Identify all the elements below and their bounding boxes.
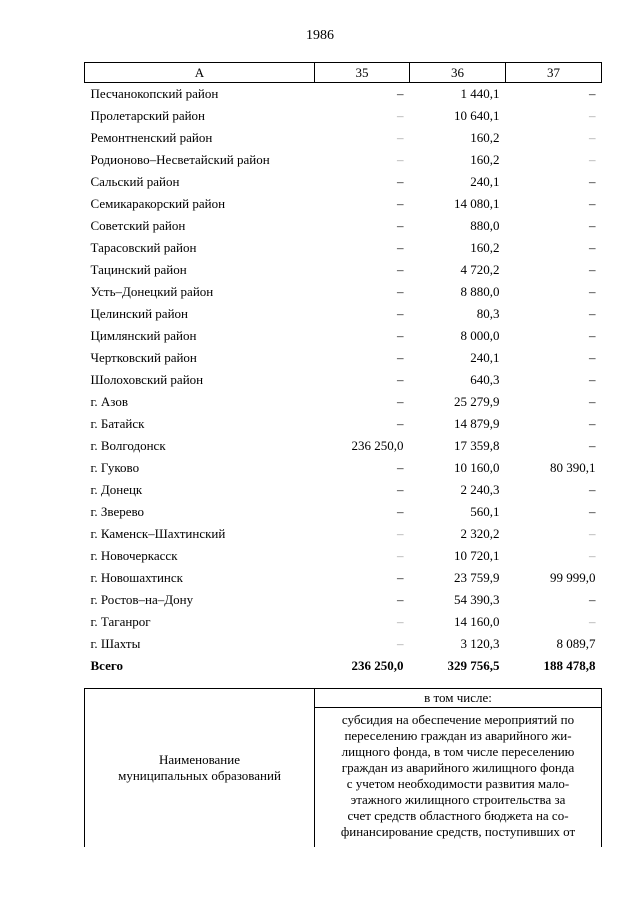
table-row [85, 413, 602, 435]
table-row [85, 567, 602, 589]
subsidy-line: переселению граждан из аварийного жи- [344, 728, 572, 743]
table-row [85, 523, 602, 545]
total-label: Всего [90, 658, 123, 673]
row-value-36: 17 359,8 [454, 438, 500, 453]
row-name: г. Гуково [90, 460, 140, 475]
row-value-35: – [397, 284, 404, 299]
row-name: Тацинский район [90, 262, 187, 277]
row-value-36: 3 120,3 [460, 636, 500, 651]
table-row [85, 435, 602, 457]
row-value-35: – [397, 372, 404, 387]
row-value-37: – [589, 350, 596, 365]
row-value-37: – [589, 196, 596, 211]
row-name: Советский район [90, 218, 186, 233]
row-value-37: – [589, 526, 596, 541]
row-value-36: 10 640,1 [454, 108, 500, 123]
row-value-35: – [397, 592, 404, 607]
row-name: Семикаракорский район [90, 196, 226, 211]
row-value-37: – [589, 284, 596, 299]
total-value-37: 188 478,8 [543, 658, 596, 673]
table-row [85, 633, 602, 655]
municipal-names-header [85, 689, 315, 848]
table-row [85, 347, 602, 369]
row-value-36: 240,1 [470, 350, 500, 365]
row-value-37: 99 999,0 [550, 570, 596, 585]
row-name: Сальский район [90, 174, 180, 189]
subsidy-line: с учетом необходимости развития мало- [346, 776, 570, 791]
table-row [85, 149, 602, 171]
row-value-37: – [589, 328, 596, 343]
row-value-37: – [589, 548, 596, 563]
row-name: Чертковский район [90, 350, 197, 365]
row-value-35: – [397, 350, 404, 365]
header-col-36: 36 [410, 63, 506, 83]
row-name: г. Шахты [90, 636, 141, 651]
header-col-a: А [85, 63, 315, 83]
row-value-37: – [589, 614, 596, 629]
row-value-35: – [397, 614, 404, 629]
row-value-36: 10 160,0 [454, 460, 500, 475]
row-value-35: – [397, 328, 404, 343]
total-value-35: 236 250,0 [351, 658, 404, 673]
table-row [85, 611, 602, 633]
row-value-37: 8 089,7 [556, 636, 596, 651]
row-name: Цимлянский район [90, 328, 197, 343]
table-row [85, 589, 602, 611]
row-value-37: – [589, 218, 596, 233]
table-row [85, 545, 602, 567]
row-value-35: – [397, 394, 404, 409]
row-value-35: – [397, 526, 404, 541]
subsidy-line: лищного фонда, в том числе переселению [341, 744, 575, 759]
row-value-36: 160,2 [470, 240, 500, 255]
row-value-35: – [397, 636, 404, 651]
row-value-37: – [589, 86, 596, 101]
row-value-37: – [589, 240, 596, 255]
row-name: Родионово–Несветайский район [90, 152, 270, 167]
subsidy-distribution-table [84, 62, 602, 677]
row-value-35: – [397, 218, 404, 233]
row-value-36: 160,2 [470, 152, 500, 167]
row-value-37: 80 390,1 [550, 460, 596, 475]
row-value-36: 10 720,1 [454, 548, 500, 563]
subsidy-line: этажного жилищного строительства за [350, 792, 566, 807]
row-value-35: – [397, 416, 404, 431]
row-value-36: 560,1 [470, 504, 500, 519]
row-name: Тарасовский район [90, 240, 197, 255]
row-value-36: 240,1 [470, 174, 500, 189]
table-row [85, 171, 602, 193]
row-value-36: 880,0 [470, 218, 500, 233]
table-row [85, 237, 602, 259]
row-name: г. Таганрог [90, 614, 151, 629]
table-row [85, 391, 602, 413]
row-value-37: – [589, 504, 596, 519]
row-value-36: 14 879,9 [454, 416, 500, 431]
row-value-37: – [589, 174, 596, 189]
row-value-37: – [589, 372, 596, 387]
table-row [85, 83, 602, 106]
row-value-35: – [397, 152, 404, 167]
table-row [85, 479, 602, 501]
row-value-35: – [397, 108, 404, 123]
row-name: г. Зверево [90, 504, 145, 519]
header-col-37: 37 [506, 63, 602, 83]
row-value-36: 4 720,2 [460, 262, 500, 277]
row-name: г. Батайск [90, 416, 145, 431]
row-value-37: – [589, 108, 596, 123]
subsidy-line: счет средств областного бюджета на со- [347, 808, 569, 823]
row-name: г. Ростов–на–Дону [90, 592, 194, 607]
subsidy-line: финансирование средств, поступивших от [340, 824, 576, 839]
row-value-37: – [589, 438, 596, 453]
total-value-36: 329 756,5 [447, 658, 500, 673]
row-value-36: 8 880,0 [460, 284, 500, 299]
municipal-header-line: Наименование [159, 752, 240, 767]
page-number: 1986 [306, 28, 334, 43]
table-row [85, 259, 602, 281]
table-row [85, 501, 602, 523]
table-body [85, 83, 602, 678]
row-value-35: – [397, 130, 404, 145]
table-header-row [85, 63, 602, 83]
row-name: г. Волгодонск [90, 438, 166, 453]
row-name: Песчанокопский район [90, 86, 219, 101]
row-value-37: – [589, 152, 596, 167]
row-name: Шолоховский район [90, 372, 204, 387]
row-value-36: 23 759,9 [454, 570, 500, 585]
table-row [85, 457, 602, 479]
row-name: Усть–Донецкий район [90, 284, 214, 299]
row-value-36: 640,3 [470, 372, 500, 387]
including-header: в том числе: [315, 689, 602, 708]
row-value-36: 14 160,0 [454, 614, 500, 629]
row-name: г. Донецк [90, 482, 143, 497]
row-value-36: 1 440,1 [460, 86, 500, 101]
subsidy-line: субсидия на обеспечение мероприятий по [341, 712, 575, 727]
row-value-37: – [589, 416, 596, 431]
row-value-36: 54 390,3 [454, 592, 500, 607]
row-name: г. Новочеркасск [90, 548, 178, 563]
row-value-37: – [589, 262, 596, 277]
table-row [85, 369, 602, 391]
row-name: Целинский район [90, 306, 188, 321]
row-value-35: – [397, 460, 404, 475]
row-name: Ремонтненский район [90, 130, 213, 145]
subsidy-line: граждан из аварийного жилищного фонда [341, 760, 575, 775]
row-value-35: – [397, 262, 404, 277]
subsidy-description [315, 708, 602, 848]
municipal-header-table [84, 688, 602, 847]
row-value-35: – [397, 306, 404, 321]
row-value-35: – [397, 482, 404, 497]
total-row [85, 655, 602, 677]
table-row [85, 127, 602, 149]
row-value-36: 25 279,9 [454, 394, 500, 409]
table-row [85, 193, 602, 215]
row-value-35: – [397, 174, 404, 189]
row-value-37: – [589, 482, 596, 497]
row-value-37: – [589, 130, 596, 145]
row-value-35: – [397, 240, 404, 255]
row-value-35: – [397, 504, 404, 519]
row-value-36: 160,2 [470, 130, 500, 145]
row-value-36: 8 000,0 [460, 328, 500, 343]
row-value-36: 80,3 [476, 306, 500, 321]
table-row [85, 215, 602, 237]
row-name: г. Новошахтинск [90, 570, 183, 585]
row-value-35: – [397, 86, 404, 101]
row-value-35: – [397, 570, 404, 585]
row-value-35: – [397, 196, 404, 211]
row-value-36: 2 240,3 [460, 482, 500, 497]
row-value-35: 236 250,0 [351, 438, 404, 453]
row-name: Пролетарский район [90, 108, 206, 123]
municipal-header-line: муниципальных образований [118, 768, 281, 783]
row-name: г. Азов [90, 394, 128, 409]
table-row [85, 105, 602, 127]
header-col-35: 35 [315, 63, 410, 83]
table-row [85, 303, 602, 325]
row-value-37: – [589, 306, 596, 321]
table-row [85, 325, 602, 347]
row-value-37: – [589, 394, 596, 409]
row-value-36: 2 320,2 [460, 526, 500, 541]
row-value-35: – [397, 548, 404, 563]
row-name: г. Каменск–Шахтинский [90, 526, 226, 541]
table-row [85, 281, 602, 303]
row-value-36: 14 080,1 [454, 196, 500, 211]
row-value-37: – [589, 592, 596, 607]
